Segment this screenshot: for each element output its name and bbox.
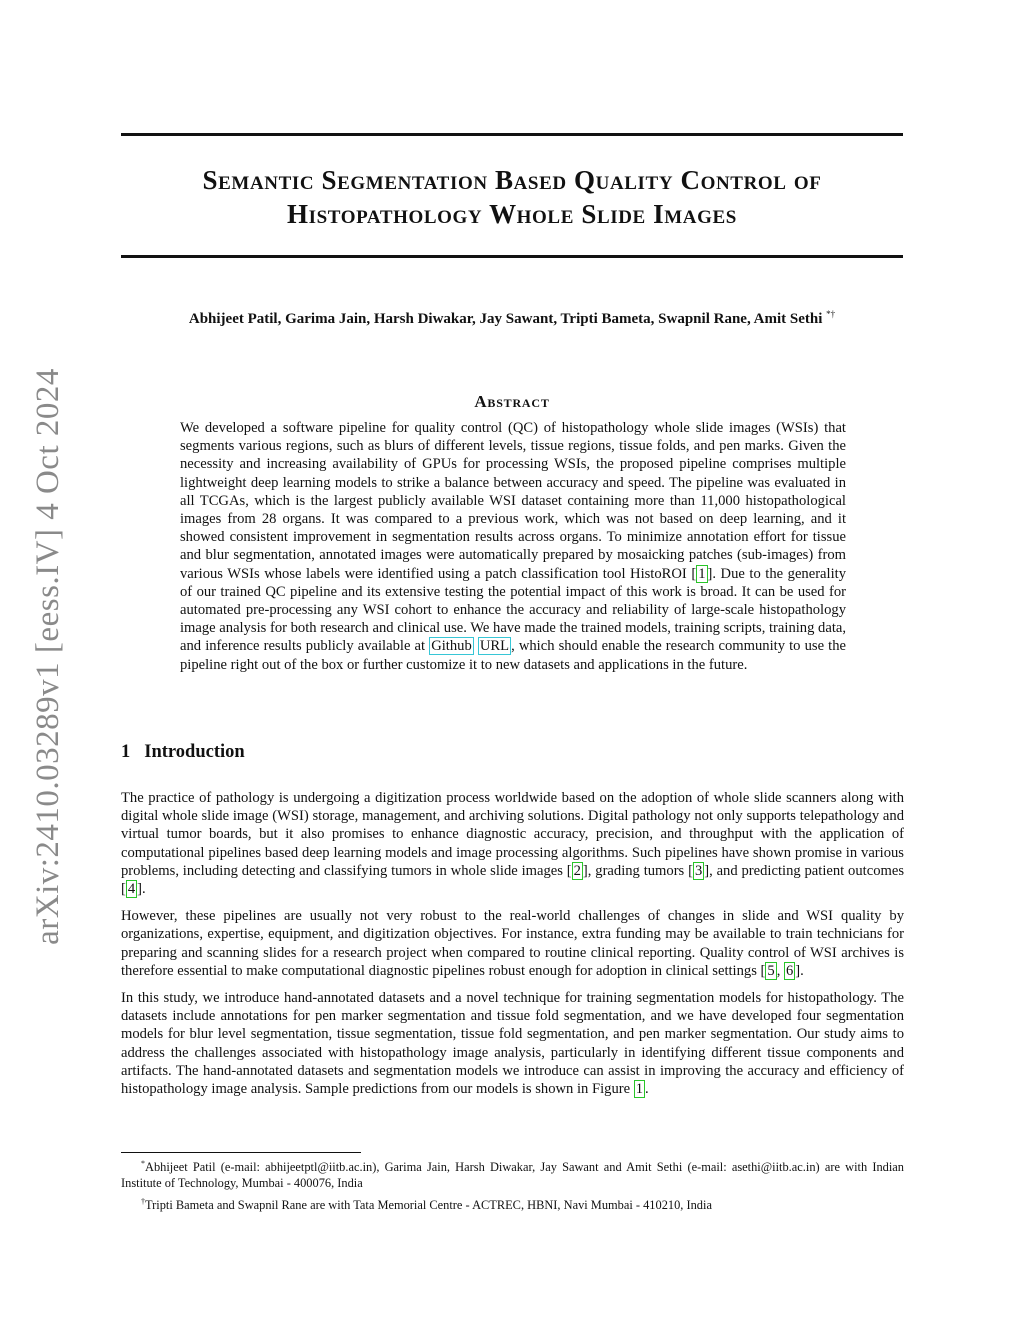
footnote-2-mark: †	[141, 1197, 145, 1207]
introduction-body	[121, 789, 904, 1107]
paper-title	[121, 136, 903, 255]
citation-link-4[interactable]: 4	[127, 881, 136, 898]
abstract-part-3: , which should enable the research community to use the pipeline right out of the box or further customize it to new datasets and applications in the future.	[180, 638, 846, 673]
section-heading-introduction	[121, 742, 245, 763]
intro-p3-text-a: In this study, we introduce hand-annotated datasets and a novel technique for training segmentation models for histopathology. The datasets include annotations for pen marker segmentation and tissue fold segmentation, and we have developed four segmentation models for blur level segmentation, tissue segmentation, tissue fold segmentation, and pen marker segmentation. Our study aims to address the challenges associated with histopathology image analysis, particularly in identifying different tissue components and artifacts. The hand-annotated datasets and segmentation models we introduce can assist in improving the accuracy and efficiency of histopathology image analysis. Sample predictions from our models is shown in Figure	[121, 990, 904, 1098]
intro-p1-text-d: ].	[137, 881, 146, 898]
abstract-text	[180, 419, 846, 674]
footnote-1	[121, 1156, 904, 1191]
citation-link-1[interactable]: 1	[698, 565, 706, 582]
intro-p2-text-b: ].	[795, 962, 804, 979]
paper-title-line-1: Semantic Segmentation Based Quality Control of	[202, 165, 822, 195]
citation-link-6[interactable]: 6	[786, 962, 794, 979]
citation-link-3[interactable]: 3	[694, 862, 703, 879]
abstract-part-1: We developed a software pipeline for quality control (QC) of histopathology whole slide images (WSIs) that segments various regions, such as blurs of different levels, tissue regions, tissue folds, and pen marks. Given the necessity and increasing availability of GPUs for processing WSIs, the proposed pipeline comprises multiple lightweight deep learning models to strike a balance between accuracy and speed. The pipeline was evaluated in all TCGAs, which is the largest publicly available WSI dataset containing more than 11,000 histopathological images from 28 organs. It was compared to a previous work, which was not based on deep learning, and it showed consistent improvement in segmentation results across organs. To minimize annotation effort for tissue and blur segmentation, annotated images were automatically prepared by mosaicking patches (sub-images) from various WSIs whose labels were identified using a patch classification tool HistoROI [	[180, 420, 846, 582]
abstract-part-2: ]. Due to the generality of our trained QC pipeline and its extensive testing the potential impact of this work is broad. It can be used for automated pre-processing any WSI cohort to enhance the accuracy and reliability of large-scale histopathology image analysis for both research and clinical use. We have made the trained models, training scripts, training data, and inference results publicly available at	[180, 565, 846, 655]
footnote-2-text: Tripti Bameta and Swapnil Rane are with Tata Memorial Centre - ACTREC, HBNI, Navi Mumbai - 410210, India	[145, 1198, 712, 1213]
github-link-part-2[interactable]: URL	[479, 638, 510, 655]
intro-paragraph-1	[121, 789, 904, 898]
section-number: 1	[121, 742, 131, 762]
intro-p1-text-b: ], grading tumors [	[582, 862, 693, 879]
figure-link-1[interactable]: 1	[635, 1081, 644, 1098]
section-title: Introduction	[144, 742, 245, 762]
author-list	[121, 304, 903, 329]
intro-paragraph-2	[121, 907, 904, 980]
intro-p3-text-b: .	[645, 1081, 649, 1098]
footnote-1-text: Abhijeet Patil (e-mail: abhijeetptl@iitb.ac.in), Garima Jain, Harsh Diwakar, Jay Sawant and Amit Sethi (e-mail: asethi@iitb.ac.in) are with Indian Institute of Technology, Mumbai - 400076, India	[121, 1160, 904, 1191]
title-block	[121, 133, 903, 258]
abstract-heading: Abstract	[474, 392, 550, 411]
title-bottom-rule	[121, 255, 903, 258]
author-footnote-marks: *†	[826, 309, 836, 319]
paper-title-line-2: Histopathology Whole Slide Images	[287, 199, 737, 229]
citation-link-5[interactable]: 5	[767, 962, 775, 979]
github-link-part-1[interactable]: Github	[431, 638, 472, 655]
author-names: Abhijeet Patil, Garima Jain, Harsh Diwakar, Jay Sawant, Tripti Bameta, Swapnil Rane, Amit Sethi	[188, 311, 823, 327]
intro-p1-text-c: ], and predicting patient outcomes [	[121, 862, 904, 898]
footnote-divider	[121, 1152, 361, 1153]
arxiv-identifier-text: arXiv:2410.03289v1 [eess.IV] 4 Oct 2024	[29, 367, 66, 945]
arxiv-identifier-stamp	[12, 362, 84, 950]
footnotes	[121, 1156, 904, 1216]
footnote-1-mark: *	[141, 1159, 145, 1168]
footnote-2	[121, 1194, 904, 1213]
intro-p2-separator: ,	[776, 962, 784, 979]
citation-link-2[interactable]: 2	[573, 862, 581, 879]
intro-p1-text-a: The practice of pathology is undergoing a digitization process worldwide based on the adoption of whole slide scanners along with digital whole slide image (WSI) storage, management, and archiving solutions. Digital pathology not only supports telepathology and virtual tumor boards, but it also promises to enhance diagnostic accuracy, precision, and throughput with the application of computational pipelines based deep learning models and image processing algorithms. Such pipelines have shown promise in various problems, including detecting and classifying tumors in whole slide images [	[121, 790, 904, 879]
intro-p2-text-a: However, these pipelines are usually not very robust to the real-world challenges of changes in slide and WSI quality by organizations, expertise, equipment, and digitization objectives. For instance, extra funding may be available to train technicians for preparing and scanning slides for a research project when compared to routine clinical reporting. Quality control of WSI archives is therefore essential to make computational diagnostic pipelines robust enough for adoption in clinical settings [	[121, 908, 904, 979]
intro-paragraph-3	[121, 989, 904, 1098]
